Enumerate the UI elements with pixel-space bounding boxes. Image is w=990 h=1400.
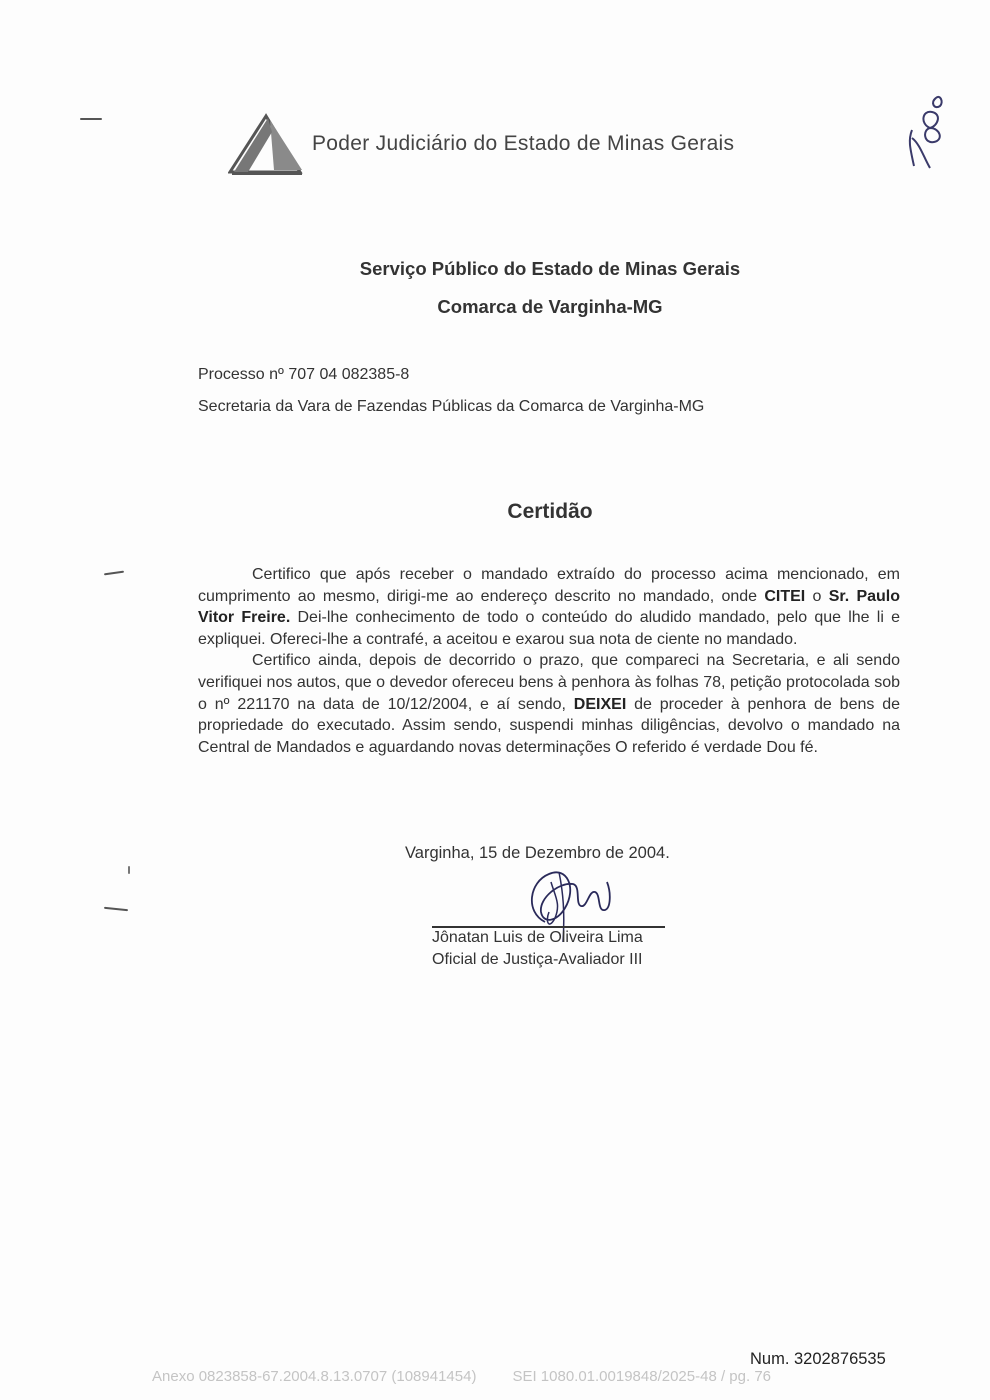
paragraph-text: Dei-lhe conhecimento de todo o conteúdo do aludido mandado, pelo que lhe li e expliquei. Ofereci-lhe a contrafé, a aceitou e exarou sua nota de ciente no mandado. [198, 609, 901, 648]
letterhead [228, 112, 848, 182]
folio-mark [900, 88, 960, 178]
paragraph-text: Certifico que após receber o mandado extraído do processo acima mencionado, em cumprimento ao mesmo, dirigi-me ao endereço descrito no mandado, onde [198, 566, 900, 605]
bold-text: DEIXEI [573, 695, 627, 713]
scan-mark [104, 571, 124, 576]
body-paragraph-1 [198, 564, 900, 650]
document-title: Certidão [507, 500, 593, 523]
paragraph-text: de proceder à penhora de bens de propriedade do executado. Assim sendo, suspendi minhas diligências, devolvo o mandado na Central de Mandados e aguardando novas determinações O referido é verdade Dou fé. [198, 695, 901, 756]
certificate-body [198, 564, 900, 758]
scan-mark [80, 118, 102, 120]
signature-line [432, 926, 665, 928]
sei-reference: SEI 1080.01.0019848/2025-48 / pg. 76 [512, 1368, 772, 1385]
paragraph-text: Certifico ainda, depois de decorrido o prazo, que compareci na Secretaria, e ali sendo verifiquei nos autos, que o devedor ofereceu bens à penhora às folhas 78, petição protocolada sob o nº 221170 na data de 10/12/2004, e aí sendo, [198, 652, 900, 713]
date-line: Varginha, 15 de Dezembro de 2004. [405, 844, 670, 862]
bold-text: Sr. Paulo Vitor Freire. [198, 587, 901, 627]
annex-stamp [152, 1368, 771, 1385]
service-subtitle: Serviço Público do Estado de Minas Gerais [359, 258, 741, 279]
document-number: Num. 3202876535 [750, 1350, 886, 1368]
signer-name: Jônatan Luis de Oliveira Lima [432, 929, 643, 946]
judiciary-logo-icon [228, 112, 308, 178]
scan-mark [128, 866, 130, 874]
body-paragraph-2 [198, 650, 900, 758]
bold-text: CITEI [764, 587, 806, 605]
process-number: Processo nº 707 04 082385-8 [198, 366, 410, 383]
comarca-subtitle: Comarca de Varginha-MG [437, 296, 663, 317]
paragraph-text: o [805, 587, 829, 605]
scan-mark [104, 907, 128, 911]
signer-role: Oficial de Justiça-Avaliador III [432, 951, 643, 968]
process-office: Secretaria da Vara de Fazendas Públicas da Comarca de Varginha-MG [198, 398, 705, 415]
institution-title: Poder Judiciário do Estado de Minas Gerais [312, 132, 735, 155]
annex-reference: Anexo 0823858-67.2004.8.13.0707 (108941454) [152, 1368, 477, 1385]
